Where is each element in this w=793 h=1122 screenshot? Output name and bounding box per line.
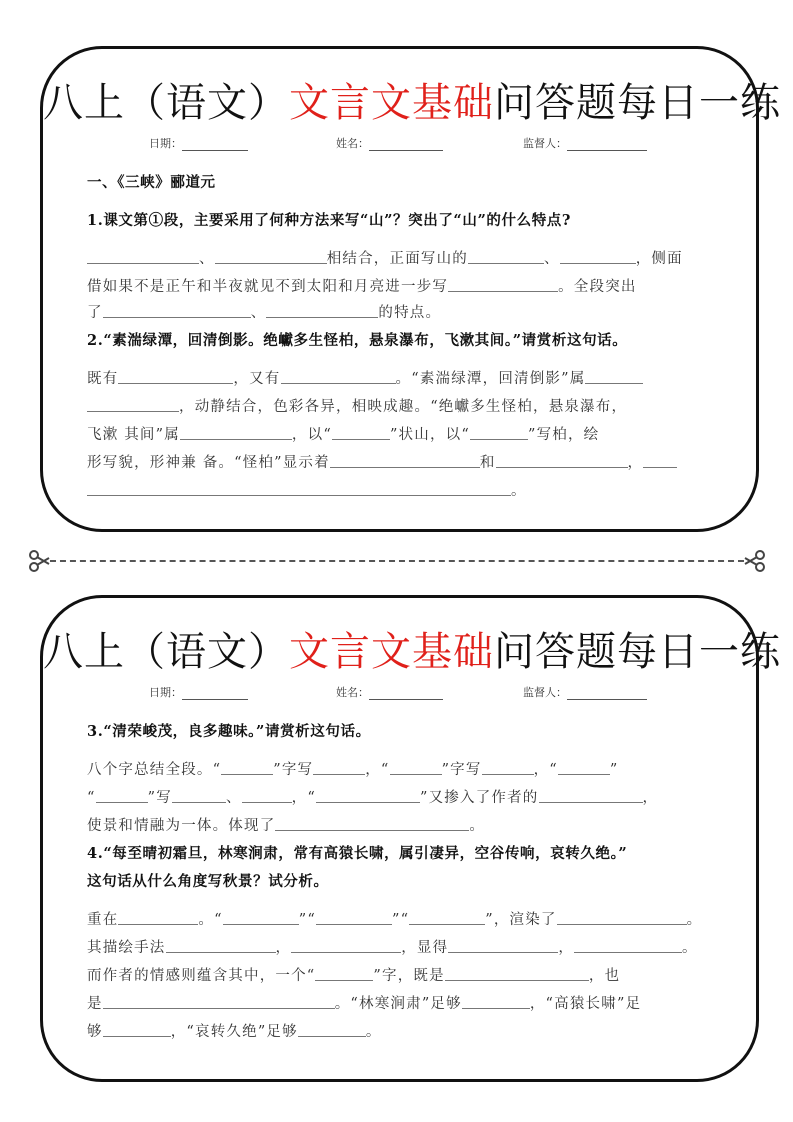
text: 。 [686, 912, 703, 928]
answer-blank[interactable] [585, 369, 643, 384]
text: ，侧面 [635, 251, 683, 267]
text: 、 [225, 790, 242, 806]
answer-blank[interactable] [560, 249, 636, 264]
answer-line [87, 275, 718, 296]
name-blank[interactable] [369, 138, 443, 151]
text: ”状山，以“ [389, 427, 470, 443]
question-2: 2.“素湍绿潭，回清倒影。绝巘多生怪柏，悬泉瀑布，飞漱其间。”请赏析这句话。 [87, 332, 628, 349]
answer-blank[interactable] [332, 425, 390, 440]
answer-blank[interactable] [96, 788, 148, 803]
answer-blank[interactable] [409, 910, 485, 925]
answer-blank[interactable] [557, 910, 687, 925]
text: 是 [87, 996, 103, 1012]
text: ，“高猿长啸”足 [529, 996, 642, 1012]
answer-line [87, 908, 718, 929]
answer-blank[interactable] [482, 760, 534, 775]
name-blank[interactable] [369, 687, 443, 700]
answer-blank[interactable] [87, 481, 511, 496]
answer-blank[interactable] [445, 966, 589, 981]
date-blank[interactable] [182, 138, 248, 151]
answer-blank[interactable] [103, 303, 251, 318]
text: ，“ [533, 762, 558, 778]
answer-line [87, 451, 718, 472]
text: ” [609, 762, 619, 778]
text: 形写貌，形神兼 备。“怪柏”显示着 [87, 455, 330, 471]
answer-line [87, 423, 718, 444]
answer-blank[interactable] [87, 249, 199, 264]
answer-line [87, 964, 718, 985]
answer-blank[interactable] [558, 760, 610, 775]
text: 飞漱 其间”属 [87, 427, 180, 443]
answer-blank[interactable] [172, 788, 226, 803]
text: 够 [87, 1024, 103, 1040]
answer-blank[interactable] [291, 938, 401, 953]
answer-blank[interactable] [390, 760, 442, 775]
answer-blank[interactable] [539, 788, 643, 803]
answer-blank[interactable] [215, 249, 327, 264]
text: 的特点。 [378, 305, 442, 321]
answer-blank[interactable] [316, 910, 392, 925]
text: ”字写 [273, 762, 314, 778]
answer-line [87, 247, 718, 268]
question-4: 4.“每至晴初霜旦，林寒涧肃，常有高猿长啸，属引凄异，空谷传响，哀转久绝。” [87, 845, 628, 862]
text: 八个字总结全段。“ [87, 762, 222, 778]
text: ，也 [588, 968, 621, 984]
text: ”“ [391, 912, 410, 928]
text: 。“ [198, 912, 223, 928]
text: 借如果不是正午和半夜就见不到太阳和月亮进一步写 [87, 279, 449, 295]
answer-blank[interactable] [118, 369, 233, 384]
answer-line [87, 301, 718, 322]
answer-blank[interactable] [103, 994, 335, 1009]
text: 。“素湍绿潭，回清倒影”属 [395, 371, 586, 387]
question-4-cont: 这句话从什么角度写秋景？试分析。 [87, 873, 329, 890]
worksheet-card-2 [40, 595, 781, 1082]
answer-blank[interactable] [166, 938, 276, 953]
name-field[interactable] [336, 135, 443, 151]
date-label: 日期： [149, 686, 182, 699]
text: 重在 [87, 912, 119, 928]
text: ”“ [298, 912, 316, 928]
answer-blank[interactable] [470, 425, 528, 440]
text: 、 [250, 305, 267, 321]
question-3: 3.“清荣峻茂，良多趣味。”请赏析这句话。 [87, 723, 371, 740]
text: ，“ [365, 762, 390, 778]
answer-blank[interactable] [87, 397, 179, 412]
text: ”字，既是 [373, 968, 445, 984]
text: ，“ [291, 790, 316, 806]
date-label: 日期： [149, 137, 182, 150]
text: 其描绘手法 [87, 940, 166, 956]
answer-blank[interactable] [315, 966, 373, 981]
title-prefix: 八上（语文） [43, 629, 289, 675]
answer-line [87, 814, 718, 835]
answer-blank[interactable] [103, 1022, 171, 1037]
answer-blank[interactable] [448, 277, 558, 292]
answer-line [87, 1020, 718, 1041]
date-field[interactable] [149, 135, 248, 151]
text: ”写 [147, 790, 172, 806]
answer-line [87, 395, 718, 416]
scissors-icon [28, 549, 50, 573]
text: 和 [479, 455, 496, 471]
question-1: 1.课文第①段，主要采用了何种方法来写“山”？突出了“山”的什么特点? [87, 212, 571, 229]
text: 。“林寒涧肃”足够 [334, 996, 462, 1012]
cut-line-divider [28, 549, 766, 573]
text: 使景和情融为一体。体现了 [87, 818, 276, 834]
answer-line [87, 479, 718, 500]
text: 。 [511, 483, 527, 499]
title-highlight: 文言文基础 [289, 629, 494, 675]
text: 。 [682, 940, 698, 956]
answer-blank[interactable] [221, 760, 273, 775]
answer-blank[interactable] [468, 249, 544, 264]
supervisor-label: 监督人： [523, 686, 567, 699]
date-field[interactable] [149, 684, 248, 700]
worksheet-title [43, 628, 781, 676]
text: 、 [544, 251, 560, 267]
answer-blank[interactable] [223, 910, 299, 925]
answer-line [87, 758, 718, 779]
text: “ [87, 790, 96, 806]
name-field[interactable] [336, 684, 443, 700]
text: ，“哀转久绝”足够 [170, 1024, 298, 1040]
scissors-icon [744, 549, 766, 573]
name-label: 姓名： [336, 686, 369, 699]
date-blank[interactable] [182, 687, 248, 700]
answer-blank[interactable] [266, 303, 378, 318]
title-suffix: 问答题每日一练 [494, 80, 781, 126]
answer-blank[interactable] [180, 425, 292, 440]
answer-blank[interactable] [462, 994, 530, 1009]
text: ， [627, 455, 644, 471]
text: 。 [469, 818, 486, 834]
answer-blank[interactable] [313, 760, 365, 775]
supervisor-field[interactable] [523, 684, 647, 700]
answer-blank[interactable] [281, 369, 396, 384]
text: ”，渲染了 [485, 912, 557, 928]
supervisor-label: 监督人： [523, 137, 567, 150]
text: 。 [365, 1024, 382, 1040]
answer-blank[interactable] [298, 1022, 366, 1037]
answer-blank[interactable] [574, 938, 682, 953]
text: 而作者的情感则蕴含其中，一个“ [87, 968, 316, 984]
text: ， [558, 940, 575, 956]
answer-blank[interactable] [496, 453, 628, 468]
answer-line [87, 992, 718, 1013]
supervisor-field[interactable] [523, 135, 647, 151]
text: ”写柏，绘 [527, 427, 600, 443]
answer-blank[interactable] [316, 788, 420, 803]
answer-blank[interactable] [643, 453, 677, 468]
text: ，又有 [233, 371, 281, 387]
text: ， [275, 940, 292, 956]
name-label: 姓名： [336, 137, 369, 150]
worksheet-card-1 [40, 46, 781, 532]
answer-blank[interactable] [448, 938, 558, 953]
text: 、 [199, 251, 215, 267]
answer-line [87, 786, 718, 807]
text: 既有 [87, 371, 119, 387]
title-prefix: 八上（语文） [43, 80, 289, 126]
dashed-line [50, 560, 744, 562]
text: ”又掺入了作者的 [419, 790, 539, 806]
text: ， [642, 790, 659, 806]
supervisor-blank[interactable] [567, 687, 647, 700]
answer-line [87, 936, 718, 957]
answer-blank[interactable] [275, 816, 469, 831]
answer-blank[interactable] [242, 788, 292, 803]
text: ”字写 [441, 762, 482, 778]
answer-line [87, 367, 718, 388]
answer-blank[interactable] [118, 910, 198, 925]
supervisor-blank[interactable] [567, 138, 647, 151]
text: ，以“ [291, 427, 332, 443]
text: 相结合，正面写山的 [326, 251, 469, 267]
worksheet-title [43, 79, 781, 127]
title-highlight: 文言文基础 [289, 80, 494, 126]
text: ，动静结合，色彩各异，相映成趣。“绝巘多生怪柏，悬泉瀑布， [179, 399, 628, 415]
text: 。全段突出 [558, 279, 637, 295]
answer-blank[interactable] [330, 453, 480, 468]
text: ，显得 [401, 940, 449, 956]
section-heading: 一、《三峡》郦道元 [87, 174, 216, 191]
text: 了 [87, 305, 103, 321]
title-suffix: 问答题每日一练 [494, 629, 781, 675]
